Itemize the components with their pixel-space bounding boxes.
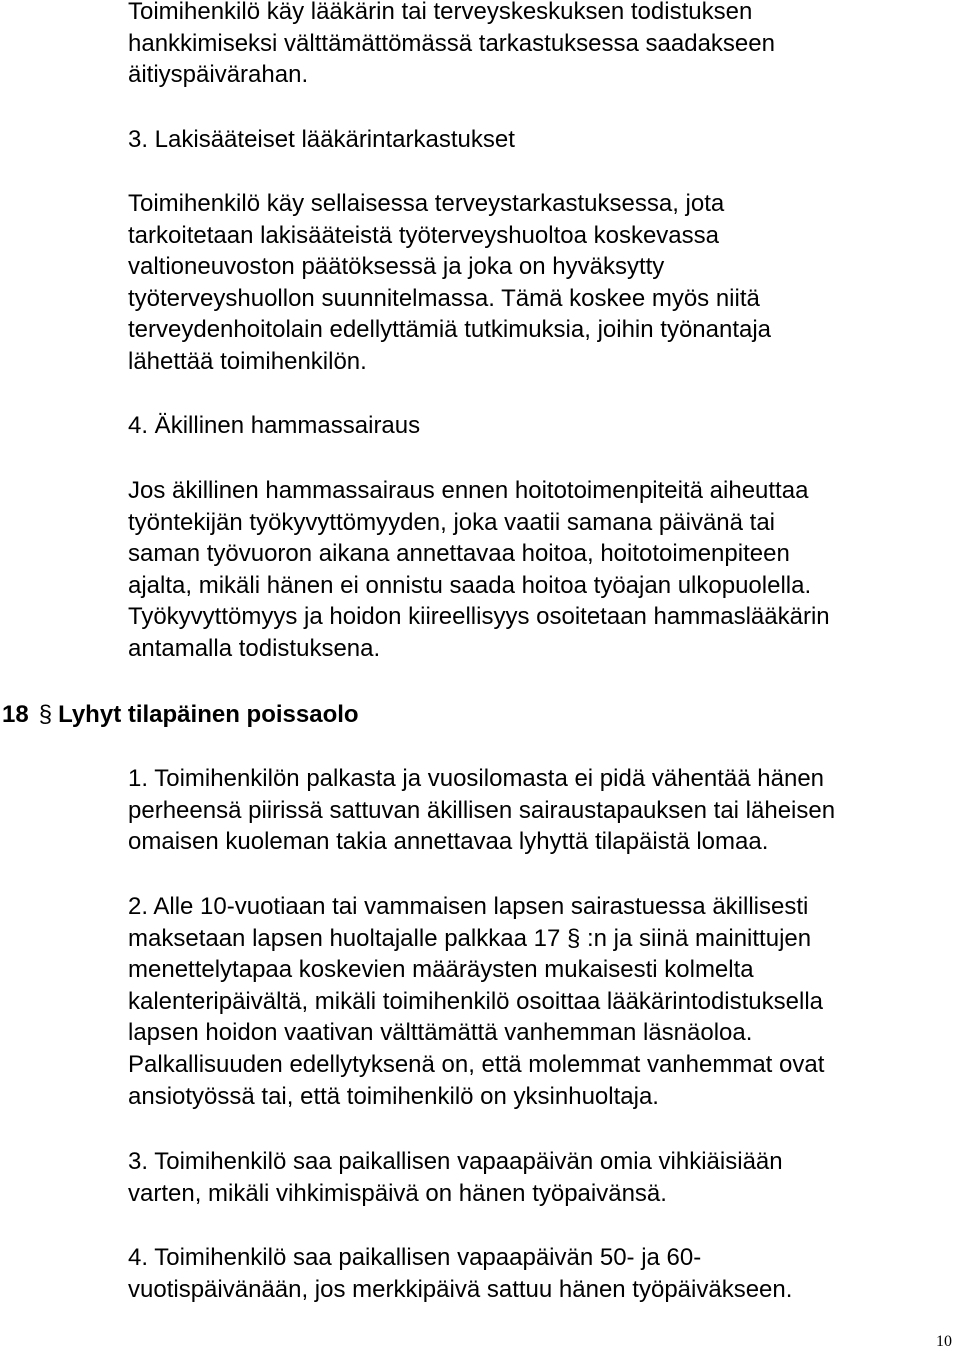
- item-3-heading: [128, 124, 928, 156]
- text-line: 4. Toimihenkilö saa paikallisen vapaapäivän 50- ja 60-: [128, 1244, 702, 1271]
- text-line: saman työvuoron aikana annettavaa hoitoa, hoitotoimenpiteen: [128, 540, 790, 568]
- text-line: 3. Toimihenkilö saa paikallisen vapaapäivän omia vihkiäisiään: [128, 1148, 783, 1175]
- text-line: äitiyspäivärahan.: [128, 61, 309, 89]
- text-line: kalenteripäivältä, mikäli toimihenkilö osoittaa lääkärintodistuksella: [128, 987, 824, 1015]
- text-line: hankkimiseksi välttämättömässä tarkastuksessa saadakseen: [128, 29, 775, 57]
- text-line: 2. Alle 10-vuotiaan tai vammaisen lapsen sairastuessa äkillisesti: [128, 893, 809, 920]
- section-18-item-3: [128, 1146, 928, 1209]
- text-line: Toimihenkilö käy sellaisessa terveystarkastuksessa, jota: [128, 190, 725, 217]
- section-18-item-1: [128, 763, 928, 858]
- text-line: Jos äkillinen hammassairaus ennen hoitotoimenpiteitä aiheuttaa: [128, 477, 809, 504]
- text-line: vuotispäivänään, jos merkkipäivä sattuu hänen työpäiväkseen.: [128, 1275, 793, 1303]
- text-line: varten, mikäli vihkimispäivä on hänen työpaivänsä.: [128, 1179, 667, 1207]
- text-line: työntekijän työkyvyttömyyden, joka vaatii samana päivänä tai: [128, 508, 776, 536]
- page-number: 10: [936, 1333, 952, 1350]
- item-4-paragraph: [128, 475, 928, 665]
- text-line: menettelytapaa koskevien määräysten mukaisesti kolmelta: [128, 956, 754, 984]
- text-line: perheensä piirissä sattuvan äkillisen sairaustapauksen tai läheisen: [128, 796, 836, 824]
- section-sign: §: [38, 701, 53, 728]
- text-line: työterveyshuollon suunnitelmassa. Tämä koskee myös niitä: [128, 284, 760, 312]
- text-line: valtioneuvoston päätöksessä ja joka on hyväksytty: [128, 253, 665, 281]
- text-line: antamalla todistuksena.: [128, 634, 381, 662]
- section-number: 18: [2, 701, 29, 728]
- section-title: Lyhyt tilapäinen poissaolo: [58, 701, 359, 728]
- text-line: tarkoitetaan lakisääteistä työterveyshuoltoa koskevassa: [128, 221, 719, 249]
- text-line: terveydenhoitolain edellyttämiä tutkimuksia, joihin työnantaja: [128, 316, 772, 344]
- section-18-heading: [2, 699, 359, 731]
- text-line: 1. Toimihenkilön palkasta ja vuosilomasta ei pidä vähentää hänen: [128, 765, 825, 792]
- item-3-paragraph: [128, 188, 928, 378]
- text-line: Toimihenkilö käy lääkärin tai terveyskeskuksen todistuksen: [128, 0, 753, 25]
- heading-text: 4. Äkillinen hammassairaus: [128, 412, 421, 439]
- section-18-item-4: [128, 1242, 928, 1305]
- text-line: ajalta, mikäli hänen ei onnistu saada hoitoa työajan ulkopuolella.: [128, 571, 812, 599]
- text-line: lähettää toimihenkilön.: [128, 347, 367, 375]
- text-line: Työkyvyttömyys ja hoidon kiireellisyys osoitetaan hammaslääkärin: [128, 603, 830, 631]
- intro-paragraph: [128, 0, 928, 91]
- text-line: omaisen kuoleman takia annettavaa lyhyttä tilapäistä lomaa.: [128, 828, 769, 856]
- item-4-heading: [128, 410, 928, 442]
- text-line: Palkallisuuden edellytyksenä on, että molemmat vanhemmat ovat: [128, 1050, 825, 1078]
- text-line: ansiotyössä tai, että toimihenkilö on yksinhuoltaja.: [128, 1082, 659, 1110]
- text-line: lapsen hoidon vaativan välttämättä vanhemman läsnäoloa.: [128, 1019, 753, 1047]
- section-18-item-2: [128, 891, 928, 1112]
- text-line: maksetaan lapsen huoltajalle palkkaa 17 § :n ja siinä mainittujen: [128, 924, 812, 952]
- heading-text: 3. Lakisääteiset lääkärintarkastukset: [128, 126, 515, 153]
